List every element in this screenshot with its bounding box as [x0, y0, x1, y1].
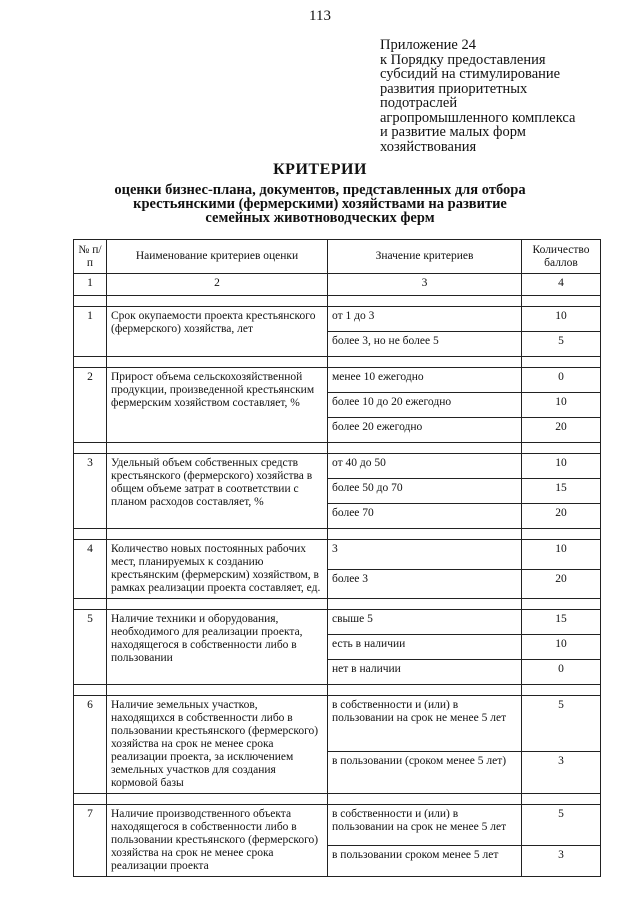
appendix-line: Приложение 24 [380, 37, 476, 53]
appendix-line: субсидий на стимулирование [380, 66, 561, 82]
criterion-score: 15 [522, 479, 601, 504]
column-index-cell: 3 [328, 274, 522, 296]
criteria-table [73, 239, 601, 877]
subtitle-line: крестьянскими (фермерскими) хозяйствами на развитие [133, 196, 507, 212]
spacer-cell [107, 599, 328, 610]
header-name: Наименование критериев оценки [107, 240, 328, 274]
criterion-score: 5 [522, 805, 601, 846]
criterion-value: более 70 [328, 504, 522, 529]
header-score: Количество баллов [522, 240, 601, 274]
spacer-cell [107, 685, 328, 696]
criterion-name: Удельный объем собственных средств крестьянского (фермерского) хозяйства в общем объеме затрат в соответствии с планом расходов составляет, % [107, 454, 328, 529]
spacer-cell [328, 357, 522, 368]
spacer-cell [74, 296, 107, 307]
row-spacer [74, 443, 601, 454]
spacer-cell [74, 685, 107, 696]
appendix-line: подотраслей [380, 95, 458, 111]
criterion-score: 0 [522, 368, 601, 393]
spacer-cell [522, 794, 601, 805]
criterion-name: Срок окупаемости проекта крестьянского (фермерского) хозяйства, лет [107, 307, 328, 357]
spacer-cell [328, 296, 522, 307]
row-spacer [74, 357, 601, 368]
row-spacer [74, 296, 601, 307]
spacer-cell [328, 529, 522, 540]
criterion-number: 5 [74, 610, 107, 685]
criterion-score: 5 [522, 696, 601, 752]
criterion-value: в собственности и (или) в пользовании на срок не менее 5 лет [328, 696, 522, 752]
spacer-cell [522, 443, 601, 454]
spacer-cell [328, 443, 522, 454]
criterion-value: более 20 ежегодно [328, 418, 522, 443]
criterion-number: 4 [74, 540, 107, 599]
table-row [74, 696, 601, 752]
criterion-name: Количество новых постоянных рабочих мест, планируемых к созданию крестьянским (фермерским) хозяйством, в рамках реализации проекта составляет, ед. [107, 540, 328, 599]
spacer-cell [107, 529, 328, 540]
table-row [74, 368, 601, 393]
criterion-name: Прирост объема сельскохозяйственной продукции, произведенной крестьянским фермерским хозяйством составляет, % [107, 368, 328, 443]
page-number: 113 [309, 8, 331, 24]
spacer-cell [107, 296, 328, 307]
criterion-score: 10 [522, 454, 601, 479]
criterion-score: 20 [522, 569, 601, 599]
criterion-value: более 3, но не более 5 [328, 332, 522, 357]
criterion-value: более 3 [328, 569, 522, 599]
criterion-value: в собственности и (или) в пользовании на срок не менее 5 лет [328, 805, 522, 846]
spacer-cell [74, 443, 107, 454]
table-row [74, 540, 601, 570]
spacer-cell [522, 296, 601, 307]
spacer-cell [74, 599, 107, 610]
appendix-line: к Порядку предоставления [380, 51, 546, 68]
criterion-value: более 10 до 20 ежегодно [328, 393, 522, 418]
spacer-cell [74, 794, 107, 805]
criterion-name: Наличие производственного объекта находящегося в собственности либо в пользовании крестьянского (фермерского) хозяйства на срок не менее срока реализации проекта [107, 805, 328, 877]
criterion-value: нет в наличии [328, 660, 522, 685]
criterion-number: 3 [74, 454, 107, 529]
criterion-number: 2 [74, 368, 107, 443]
appendix-line: агропромышленного комплекса [380, 109, 576, 126]
spacer-cell [328, 794, 522, 805]
criterion-name: Наличие техники и оборудования, необходимого для реализации проекта, находящегося в собственности либо в пользовании [107, 610, 328, 685]
criterion-value: менее 10 ежегодно [328, 368, 522, 393]
table-row [74, 805, 601, 846]
criterion-score: 5 [522, 332, 601, 357]
appendix-line: и развитие малых форм [380, 124, 526, 140]
spacer-cell [107, 794, 328, 805]
criterion-value: есть в наличии [328, 635, 522, 660]
criterion-score: 10 [522, 635, 601, 660]
column-index-cell: 1 [74, 274, 107, 296]
row-spacer [74, 685, 601, 696]
criterion-score: 0 [522, 660, 601, 685]
criterion-number: 6 [74, 696, 107, 794]
criterion-score: 10 [522, 540, 601, 570]
criterion-score: 15 [522, 610, 601, 635]
spacer-cell [107, 443, 328, 454]
criterion-value: от 1 до 3 [328, 307, 522, 332]
spacer-cell [522, 685, 601, 696]
row-spacer [74, 529, 601, 540]
criterion-value: 3 [328, 540, 522, 570]
spacer-cell [328, 685, 522, 696]
criterion-score: 20 [522, 504, 601, 529]
criterion-score: 10 [522, 307, 601, 332]
row-spacer [74, 599, 601, 610]
criterion-score: 3 [522, 751, 601, 793]
criterion-score: 3 [522, 845, 601, 876]
spacer-cell [522, 529, 601, 540]
document-subtitle [80, 183, 560, 225]
table-row [74, 610, 601, 635]
column-index-row [74, 274, 601, 296]
spacer-cell [74, 357, 107, 368]
spacer-cell [328, 599, 522, 610]
criterion-score: 10 [522, 393, 601, 418]
spacer-cell [74, 529, 107, 540]
header-num: № п/п [74, 240, 107, 274]
subtitle-line: семейных животноводческих ферм [205, 210, 435, 226]
criterion-score: 20 [522, 418, 601, 443]
spacer-cell [522, 357, 601, 368]
column-index-cell: 2 [107, 274, 328, 296]
table-body [74, 274, 601, 877]
criterion-value: в пользовании (сроком менее 5 лет) [328, 751, 522, 793]
criterion-value: более 50 до 70 [328, 479, 522, 504]
appendix-note [380, 38, 620, 154]
criterion-value: в пользовании сроком менее 5 лет [328, 845, 522, 876]
spacer-cell [107, 357, 328, 368]
table-row [74, 307, 601, 332]
table-row [74, 454, 601, 479]
subtitle-line: оценки бизнес-плана, документов, представленных для отбора [114, 182, 526, 198]
criterion-number: 1 [74, 307, 107, 357]
row-spacer [74, 794, 601, 805]
criterion-value: свыше 5 [328, 610, 522, 635]
header-value: Значение критериев [328, 240, 522, 274]
document-title: КРИТЕРИИ [273, 161, 367, 178]
column-index-cell: 4 [522, 274, 601, 296]
criterion-name: Наличие земельных участков, находящихся в собственности либо в пользовании крестьянского (фермерского) хозяйства на срок не менее срока реализации проекта, за исключением земельных участков для создания кормовой базы [107, 696, 328, 794]
table-header-row [74, 240, 601, 274]
appendix-line: развития приоритетных [380, 80, 528, 97]
appendix-line: хозяйствования [380, 138, 477, 155]
criterion-value: от 40 до 50 [328, 454, 522, 479]
spacer-cell [522, 599, 601, 610]
criterion-number: 7 [74, 805, 107, 877]
